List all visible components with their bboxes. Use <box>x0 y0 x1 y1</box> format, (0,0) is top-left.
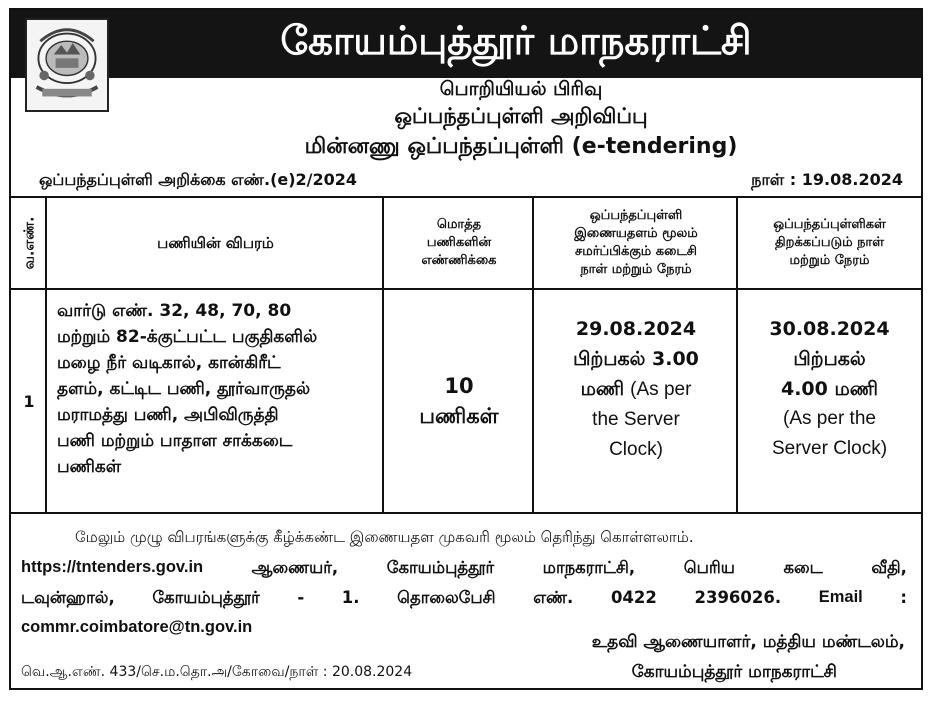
row-opening: 30.08.2024 பிற்பகல் 4.00 மணி (As per the Server Clock) <box>769 318 890 459</box>
notice-type: ஒப்பந்தப்புள்ளி அறிவிப்பு <box>394 104 648 128</box>
corporation-title: கோயம்புத்தூர் மாநகராட்சி <box>280 19 752 64</box>
notice-number: ஒப்பந்தப்புள்ளி அறிக்கை எண்.(e)2/2024 <box>39 170 358 189</box>
signatory-organization: கோயம்புத்தூர் மாநகராட்சி <box>631 662 837 682</box>
tender-notice <box>9 8 923 690</box>
title-bar <box>11 10 921 78</box>
tender-website-link[interactable]: https://tntenders.gov.in <box>21 558 204 576</box>
header-total-works: மொத்த பணிகளின் எண்ணிக்கை <box>421 217 497 268</box>
signatory-title: உதவி ஆணையாளர், மத்திய மண்டலம், <box>591 632 905 652</box>
more-info-text: மேலும் முழு விபரங்களுக்கு கீழ்க்கண்ட இணையதள முகவரி மூலம் தெரிந்து கொள்ளலாம். <box>75 528 694 546</box>
header-serial: வ.எண். <box>21 216 37 270</box>
notice-meta <box>39 168 903 194</box>
header-opening: ஒப்பந்தப்புள்ளிகள் திறக்கப்படும் நாள் மற்றும் நேரம் <box>773 217 886 268</box>
corporation-emblem-icon <box>25 18 109 112</box>
row-serial: 1 <box>23 391 35 411</box>
address-line-1: https://tntenders.gov.in ஆணையர், கோயம்புத்தூர் மாநகராட்சி, பெரிய கடை வீதி, <box>21 558 907 580</box>
address-line-2: டவுன்ஹால், கோயம்புத்தூர் - 1. தொலைபேசி எண். 0422 2396026. Email : <box>21 588 907 607</box>
header-work-details: பணியின் விபரம் <box>157 234 274 252</box>
email-address-link[interactable]: commr.coimbatore@tn.gov.in <box>21 618 253 636</box>
tender-table <box>11 196 921 514</box>
notice-header <box>11 10 921 196</box>
reference-number: வெ.ஆ.எண். 433/செ.ம.தொ.அ/கோவை/நாள் : 20.08.2024 <box>21 664 413 680</box>
header-submission: ஒப்பந்தப்புள்ளி இணையதளம் மூலம் சமர்ப்பிக்கும் கடைசி நாள் மற்றும் நேரம் <box>574 208 698 277</box>
notice-footer <box>11 514 921 688</box>
row-submission: 29.08.2024 பிற்பகல் 3.00 மணி (As per the Server Clock) <box>573 317 699 460</box>
department-name: பொறியியல் பிரிவு <box>439 78 603 100</box>
notice-date: நாள் : 19.08.2024 <box>751 170 903 189</box>
tender-mode: மின்னணு ஒப்பந்தப்புள்ளி (e-tendering) <box>304 134 738 159</box>
row-work-details: வார்டு எண். 32, 48, 70, 80 மற்றும் 82-க்குட்பட்ட பகுதிகளில் மழை நீர் வடிகால், கான்கிரீட் தளம், கட்டிட பணி, தூர்வாருதல் மராமத்து பணி, அபிவிருத்தி பணி மற்றும் பாதாள சாக்கடை பணிகள் <box>57 301 318 477</box>
row-total-works: 10 பணிகள் <box>419 374 499 428</box>
